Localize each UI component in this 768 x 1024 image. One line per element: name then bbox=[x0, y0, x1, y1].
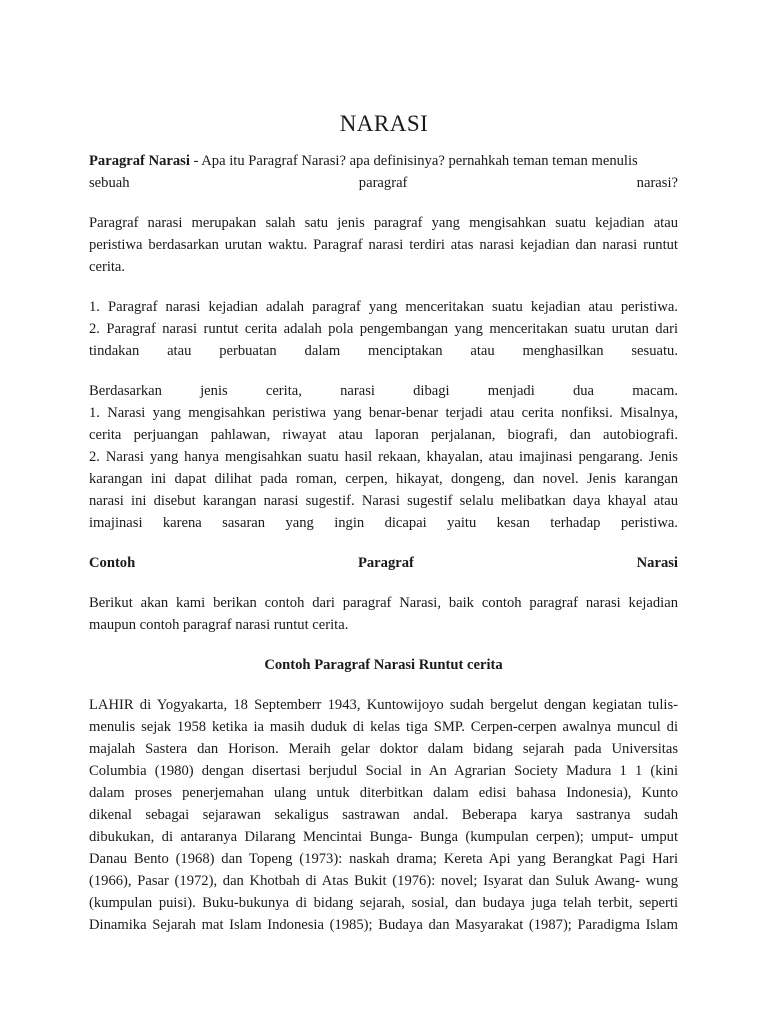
text-line: Berdasarkan jenis cerita, narasi dibagi menjadi dua macam. bbox=[89, 383, 678, 399]
text-line: LAHIR di Yogyakarta, 18 Septemberr 1943, Kuntowijoyo sudah bergelut dengan kegiatan tulis- bbox=[89, 697, 678, 713]
text-line: maupun contoh paragraf narasi runtut cerita. bbox=[89, 617, 349, 633]
text-line: imajinasi karena sasaran yang ingin dicapai yaitu kesan terhadap peristiwa. bbox=[89, 515, 678, 531]
paragraph-example-text bbox=[89, 694, 678, 936]
text-line: cerita. bbox=[89, 259, 126, 275]
text-line: Danau Bento (1968) dan Topeng (1973): naskah drama; Kereta Api yang Berangkat Pagi Hari bbox=[89, 851, 678, 867]
intro-word-a: sebuah bbox=[89, 175, 130, 191]
intro-bold-term: Paragraf Narasi bbox=[89, 153, 190, 169]
text-line: 1. Narasi yang mengisahkan peristiwa yang benar-benar terjadi atau cerita nonfiksi. Misalnya, bbox=[89, 405, 678, 421]
text-line: dalam proses penerjemahan ulang untuk diterbitkan dalam edisi bahasa Indonesia), Kunto bbox=[89, 785, 678, 801]
subheading: Contoh Paragraf Narasi Runtut cerita bbox=[264, 657, 503, 673]
text-line: tindakan atau perbuatan dalam menciptakan atau menghasilkan sesuatu. bbox=[89, 343, 678, 359]
contoh-heading-word-b: Paragraf bbox=[357, 555, 414, 571]
text-line: Dinamika Sejarah mat Islam Indonesia (1985); Budaya dan Masyarakat (1987); Paradigma Islam bbox=[89, 917, 678, 933]
text-line: cerita perjuangan pahlawan, riwayat atau laporan perjalanan, biografi, dan autobiografi. bbox=[89, 427, 678, 443]
paragraph-definition bbox=[89, 212, 678, 278]
paragraph-types bbox=[89, 296, 678, 362]
text-line: Berikut akan kami berikan contoh dari paragraf Narasi, baik contoh paragraf narasi kejadian bbox=[89, 595, 678, 611]
intro-line-2 bbox=[89, 172, 678, 194]
text-line: majalah Sastera dan Horison. Meraih gelar doktor dalam bidang sejarah pada Universitas bbox=[89, 741, 678, 757]
text-line: dibukukan, di antaranya Dilarang Mencintai Bunga- Bunga (kumpulan cerpen); umput- umput bbox=[89, 829, 678, 845]
intro-paragraph bbox=[89, 150, 678, 194]
text-line: 2. Paragraf narasi runtut cerita adalah pola pengembangan yang menceritakan suatu urutan dari bbox=[89, 321, 678, 337]
text-line: Paragraf narasi merupakan salah satu jenis paragraf yang mengisahkan suatu kejadian atau bbox=[89, 215, 678, 231]
text-line: menulis sejak 1958 ketika ia masih duduk di kelas tiga SMP. Cerpen-cerpen awalnya muncul di bbox=[89, 719, 678, 735]
intro-word-c: narasi? bbox=[636, 175, 678, 191]
text-line: peristiwa berdasarkan urutan waktu. Paragraf narasi terdiri atas narasi kejadian dan narasi runtut bbox=[89, 237, 678, 253]
intro-rest: - Apa itu Paragraf Narasi? apa definisinya? pernahkah teman teman menulis bbox=[189, 153, 638, 169]
contoh-heading-word-c: Narasi bbox=[636, 555, 678, 571]
text-line: karangan ini dapat dilihat pada roman, cerpen, hikayat, dongeng, dan novel. Jenis karangan bbox=[89, 471, 678, 487]
intro-line-1 bbox=[89, 150, 678, 172]
intro-word-b: paragraf bbox=[358, 175, 408, 191]
document-body bbox=[89, 150, 678, 936]
paragraph-story-types bbox=[89, 380, 678, 534]
text-line: 1. Paragraf narasi kejadian adalah paragraf yang menceritakan suatu kejadian atau peristiwa. bbox=[89, 299, 678, 315]
text-line: dikenal sebagai sejarawan sekaligus sastrawan andal. Beberapa karya sastranya sudah bbox=[89, 807, 678, 823]
contoh-heading bbox=[89, 552, 678, 574]
text-line: narasi ini disebut karangan narasi sugestif. Narasi sugestif selalu melibatkan daya khayal atau bbox=[89, 493, 678, 509]
text-line: (kumpulan puisi). Buku-bukunya di bidang sejarah, sosial, dan budaya juga telah terbit, seperti bbox=[89, 895, 678, 911]
text-line: Columbia (1980) dengan disertasi berjudul Social in An Agrarian Society Madura 1 1 (kini bbox=[89, 763, 678, 779]
paragraph-examples-intro bbox=[89, 592, 678, 636]
text-line: 2. Narasi yang hanya mengisahkan suatu hasil rekaan, khayalan, atau imajinasi pengarang. Jenis bbox=[89, 449, 678, 465]
text-line: (1966), Pasar (1972), dan Khotbah di Atas Bukit (1976): novel; Isyarat dan Suluk Awang- wung bbox=[89, 873, 678, 889]
page-title: NARASI bbox=[339, 111, 429, 136]
contoh-heading-word-a: Contoh bbox=[89, 555, 136, 571]
